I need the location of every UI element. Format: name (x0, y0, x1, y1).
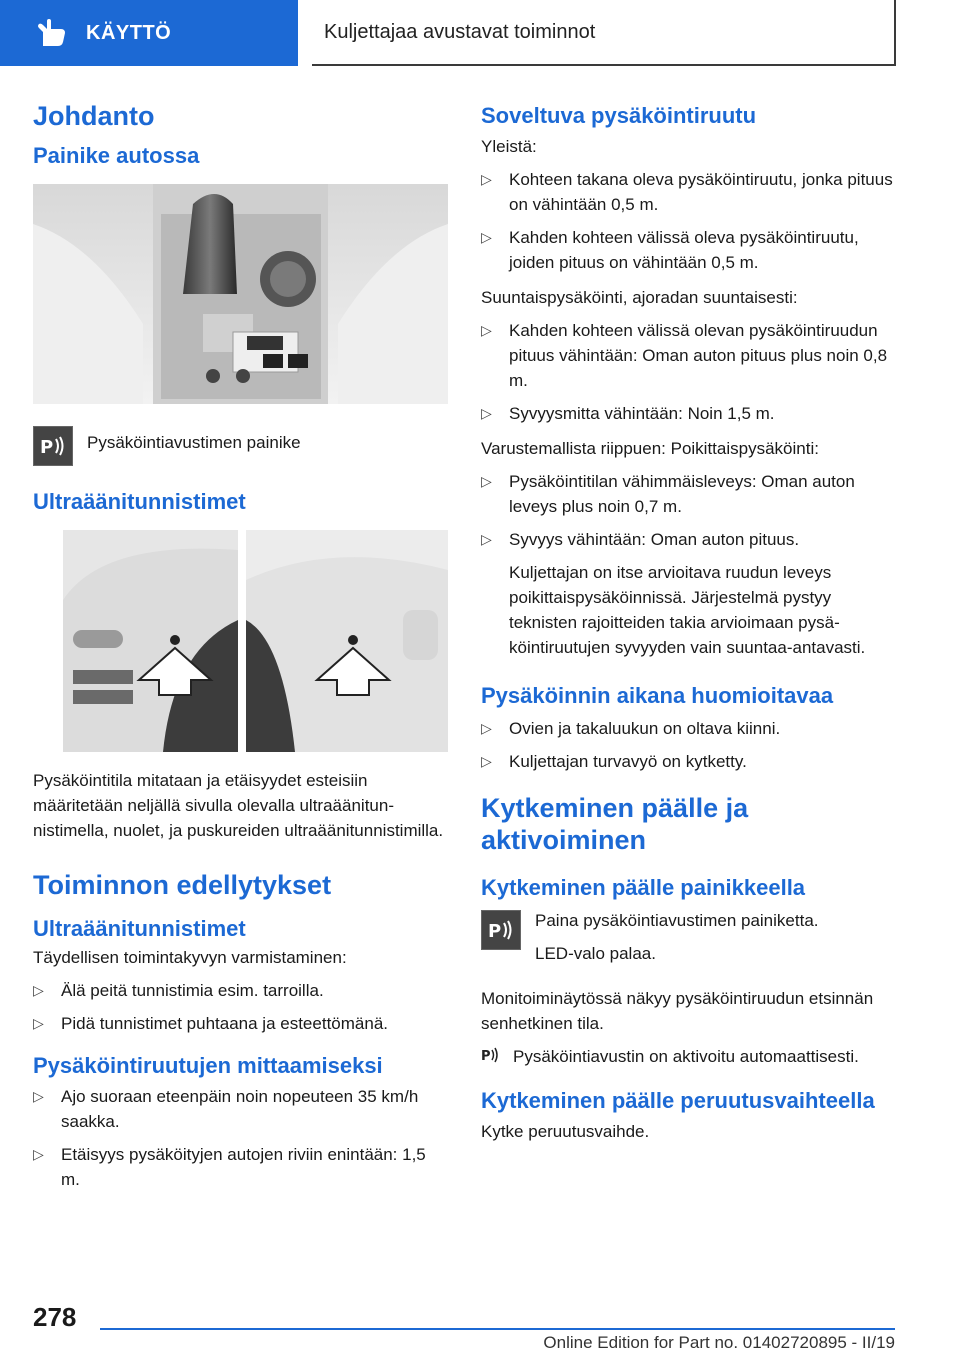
heading-during-parking: Pysäköinnin aikana huomioitavaa (481, 683, 834, 708)
edition-text: Online Edition for Part no. 01402720895 - II/19 (543, 1333, 895, 1352)
heading-requirements: Toiminnon edellytykset (33, 870, 332, 900)
parking-assistant-icon (481, 910, 521, 950)
sensors-photo (33, 530, 448, 752)
hand-icon (34, 18, 68, 48)
svg-text:P: P (481, 1049, 491, 1064)
left-column (33, 100, 448, 1202)
sensors-illustration (33, 530, 448, 752)
section-header (312, 0, 896, 66)
heading-intro: Johdanto (33, 101, 155, 131)
heading-by-reverse: Kytkeminen päälle peruutusvaihteella (481, 1088, 875, 1113)
console-photo (33, 184, 448, 404)
footer-divider (100, 1328, 895, 1330)
heading-sensors: Ultraäänitunnistimet (33, 489, 246, 514)
measure-list (33, 1084, 448, 1192)
auto-activated-text (481, 1044, 896, 1069)
list-item: ▷ Kuljettajan turvavyö on kytketty. (481, 749, 896, 774)
button-caption-row (33, 426, 448, 466)
list-item: ▷ Pidä tunnistimet puhtaana ja esteettömänä. (33, 1011, 448, 1036)
list-item: ▷ Pysäköintitilan vähimmäisleveys: Oman auton leveys plus noin 0,7 m. (481, 469, 896, 519)
heading-sensors-2: Ultraäänitunnistimet (33, 916, 246, 941)
svg-text:P: P (488, 921, 502, 942)
chapter-title: KÄYTTÖ (86, 21, 172, 44)
heading-measure: Pysäköintiruutujen mittaamiseksi (33, 1053, 383, 1078)
press-instructions (535, 910, 819, 974)
parallel-list (481, 318, 896, 426)
perpendicular-note: Kuljettajan on itse arvioitava ruudun leveys poikittaispysäköinnissä. Järjestelmä pystyy teknisten rajoitteiden takia arvioimaan pysäköintiruutujen syvyyden vain suuntaa-antavasti. (509, 563, 866, 657)
general-label: Yleistä: (481, 137, 537, 156)
list-item: ▷ Ovien ja takaluukun on oltava kiinni. (481, 716, 896, 741)
parallel-label: Suuntaispysäköinti, ajoradan suuntaisesti: (481, 288, 798, 307)
press-text: Paina pysäköintiavustimen painiketta. (535, 911, 819, 930)
list-item: ▷ Kahden kohteen välissä oleva pysäköintiruutu, joiden pituus on vähintään 0,5 m. (481, 225, 896, 275)
chapter-tab (0, 0, 298, 66)
reverse-text: Kytke peruutusvaihde. (481, 1122, 650, 1141)
during-list (481, 716, 896, 774)
list-item: ▷ Älä peitä tunnistimia esim. tarroilla. (33, 978, 448, 1003)
heading-suitable-space: Soveltuva pysäköintiruutu (481, 103, 757, 128)
auto-text: Pysäköintiavustin on aktivoitu automaattisesti. (513, 1047, 859, 1066)
list-item: ▷ Kahden kohteen välissä olevan pysäköintiruudun pituus vähintään: Oman auton pituus plus noin 0,8 m. (481, 318, 896, 393)
svg-text:P: P (40, 437, 54, 458)
parking-assist-small-icon (481, 1046, 503, 1064)
list-item: ▷ Syvyysmitta vähintään: Noin 1,5 m. (481, 401, 896, 426)
page-header (0, 0, 960, 66)
list-item: ▷ Ajo suoraan eteenpäin noin nopeuteen 35 km/h saakka. (33, 1084, 448, 1134)
parking-assistant-icon (33, 426, 73, 466)
section-title: Kuljettajaa avustavat toiminnot (324, 20, 596, 43)
heading-activate: Kytkeminen päälle ja aktivoiminen (481, 793, 749, 855)
sensors-description: Pysäköintitila mitataan ja etäisyydet esteisiin määritetään neljällä sivulla olevalla ultraäänitunnistimella, nuolet, ja puskureiden ultraäänitunnistimilla. (33, 771, 444, 840)
list-item: ▷ Syvyys vähintään: Oman auton pituus. (481, 527, 896, 552)
general-list (481, 167, 896, 275)
monitor-text: Monitoiminäytössä näkyy pysäköintiruudun etsinnän senhetkinen tila. (481, 989, 874, 1033)
heading-by-button: Kytkeminen päälle painikkeella (481, 875, 806, 900)
led-text: LED-valo palaa. (535, 944, 656, 963)
list-item: ▷ Kohteen takana oleva pysäköintiruutu, jonka pituus on vähintään 0,5 m. (481, 167, 896, 217)
reliability-list (33, 978, 448, 1036)
perpendicular-list (481, 469, 896, 552)
button-caption: Pysäköintiavustimen painike (87, 433, 301, 452)
heading-button-in-car: Painike autossa (33, 143, 200, 168)
press-button-row (481, 910, 896, 974)
page-number: 278 (33, 1302, 77, 1332)
reliability-intro: Täydellisen toimintakyvyn varmistaminen: (33, 948, 347, 967)
right-column (481, 100, 896, 1152)
list-item: ▷ Etäisyys pysäköityjen autojen riviin enintään: 1,5 m. (33, 1142, 448, 1192)
console-illustration (33, 184, 448, 404)
perpendicular-label: Varustemallista riippuen: Poikittaispysäköinti: (481, 439, 819, 458)
